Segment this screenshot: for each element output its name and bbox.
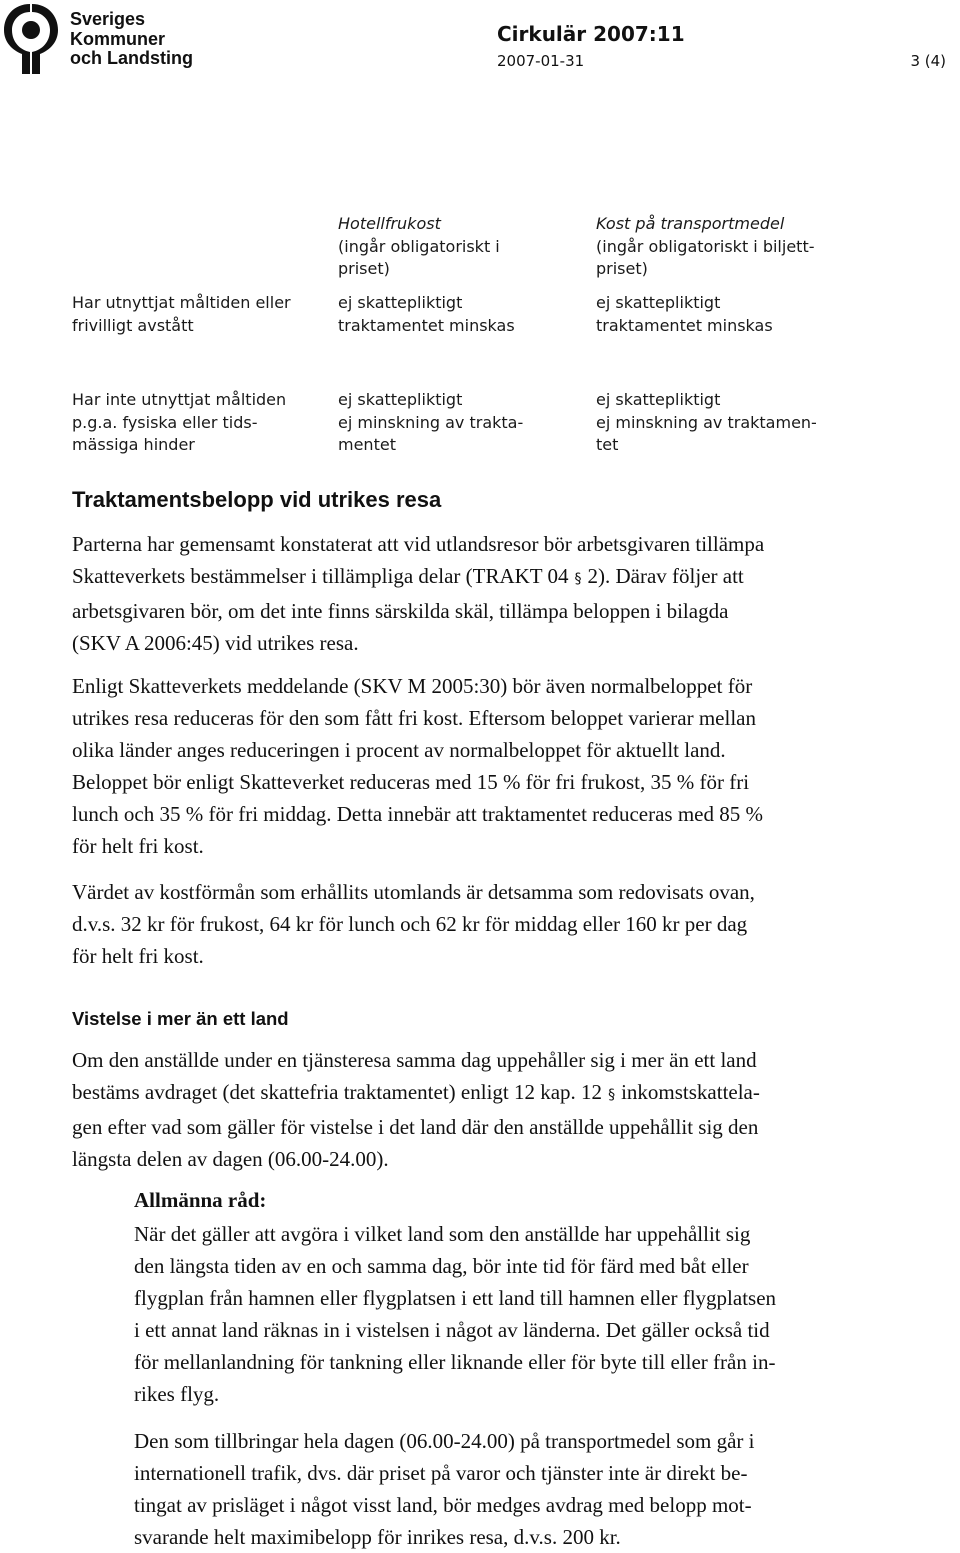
organization-logo-icon xyxy=(0,0,62,78)
cell-line: mentet xyxy=(338,435,396,454)
row-label-not-used-meal xyxy=(72,389,286,457)
org-line: Sveriges xyxy=(70,9,146,29)
label-line: frivilligt avstått xyxy=(72,315,194,335)
section-heading-foreign-allowance: Traktamentsbelopp vid utrikes resa xyxy=(72,487,442,512)
advice-title: Allmänna råd: xyxy=(134,1188,267,1212)
text-line: internationell trafik, dvs. där priset på varor och tjänster inte är direkt be- xyxy=(134,1461,748,1485)
text-line: flygplan från hamnen eller flygplatsen i ett land till hamnen eller flygplatsen xyxy=(134,1286,777,1310)
cell-used-transport xyxy=(596,292,773,337)
header-line: priset) xyxy=(338,259,390,278)
paragraph-agreement xyxy=(72,528,764,659)
text-line: Den som tillbringar hela dagen (06.00-24.00) på transportmedel som går i xyxy=(134,1429,755,1453)
cell-line: ej skattepliktigt xyxy=(338,390,463,409)
text-fragment: Skatteverkets bestämmelser i tillämpliga delar (TRAKT 04 xyxy=(72,564,569,588)
cell-line: ej minskning av traktamen- xyxy=(596,412,817,432)
text-line: i ett annat land räknas in i vistelsen i något av länderna. Det gäller också tid xyxy=(134,1318,770,1342)
text-line: (SKV A 2006:45) vid utrikes resa. xyxy=(72,631,359,655)
label-line: mässiga hinder xyxy=(72,435,195,454)
cell-line: ej skattepliktigt xyxy=(338,293,463,312)
advice-paragraph-transport-day xyxy=(134,1425,755,1553)
header-line: Hotellfrukost xyxy=(338,214,441,233)
text-line xyxy=(72,560,764,595)
label-line: p.g.a. fysiska eller tids- xyxy=(72,412,258,432)
organization-name xyxy=(70,10,193,69)
text-line: tingat av prisläget i något visst land, bör medges avdrag med belopp mot- xyxy=(134,1493,752,1517)
text-line: svarande helt maximibelopp för inrikes resa, d.v.s. 200 kr. xyxy=(134,1525,621,1549)
advice-paragraph-longest-time xyxy=(134,1218,776,1410)
header-line: (ingår obligatoriskt i biljett- xyxy=(596,236,815,256)
cell-line: traktamentet minskas xyxy=(596,315,773,335)
page-number: 3 (4) xyxy=(910,52,946,70)
org-line: och Landsting xyxy=(70,48,193,68)
cell-not-used-hotel xyxy=(338,389,523,457)
text-line: längsta delen av dagen (06.00-24.00). xyxy=(72,1147,389,1171)
text-line: utrikes resa reduceras för den som fått fri kost. Eftersom beloppet varierar mellan xyxy=(72,706,756,730)
label-line: Har inte utnyttjat måltiden xyxy=(72,390,287,409)
label-line: Har utnyttjat måltiden eller xyxy=(72,293,291,312)
circular-number: Cirkulär 2007:11 xyxy=(497,22,685,46)
text-line: d.v.s. 32 kr för frukost, 64 kr för lunch och 62 kr för middag eller 160 kr per dag xyxy=(72,912,748,936)
paragraph-benefit-value xyxy=(72,876,755,972)
cell-used-hotel xyxy=(338,292,515,337)
text-line: Om den anställde under en tjänsteresa samma dag uppehåller sig i mer än ett land xyxy=(72,1048,757,1072)
text-line: När det gäller att avgöra i vilket land som den anställde har uppehållit sig xyxy=(134,1222,751,1246)
text-line: för mellanlandning för tankning eller liknande eller för byte till eller från in- xyxy=(134,1350,776,1374)
text-line: Värdet av kostförmån som erhållits utomlands är detsamma som redovisats ovan, xyxy=(72,880,755,904)
text-line: arbetsgivaren bör, om det inte finns särskilda skäl, tillämpa beloppen i bilagda xyxy=(72,599,729,623)
cell-line: tet xyxy=(596,435,619,454)
text-line: den längsta tiden av en och samma dag, bör inte tid för färd med båt eller xyxy=(134,1254,749,1278)
text-line: Beloppet bör enligt Skatteverket reduceras med 15 % för fri frukost, 35 % för fri xyxy=(72,770,750,794)
text-line: för helt fri kost. xyxy=(72,944,204,968)
cell-line: ej minskning av trakta- xyxy=(338,412,524,432)
row-label-used-meal xyxy=(72,292,291,337)
text-fragment: bestäms avdraget (det skattefria traktamentet) enligt 12 kap. 12 xyxy=(72,1080,603,1104)
text-line: rikes flyg. xyxy=(134,1382,220,1406)
org-line: Kommuner xyxy=(70,28,166,49)
text-line: olika länder anges reduceringen i procent av normalbeloppet för aktuellt land. xyxy=(72,738,726,762)
cell-not-used-transport xyxy=(596,389,817,457)
cell-line: ej skattepliktigt xyxy=(596,293,721,312)
section-sign-icon: § xyxy=(574,571,582,587)
text-fragment: 2). Därav följer att xyxy=(587,564,744,588)
header-line: priset) xyxy=(596,259,648,278)
text-line: lunch och 35 % för fri middag. Detta innebär att traktamentet reduceras med 85 % xyxy=(72,802,763,826)
header-line: (ingår obligatoriskt i xyxy=(338,236,500,256)
text-line xyxy=(72,1076,760,1111)
header-line: Kost på transportmedel xyxy=(596,214,785,233)
text-line: gen efter vad som gäller för vistelse i det land där den anställde uppehållit sig den xyxy=(72,1115,759,1139)
paragraph-reduction xyxy=(72,670,763,862)
text-line: för helt fri kost. xyxy=(72,834,204,858)
cell-line: ej skattepliktigt xyxy=(596,390,721,409)
column-header-hotel-breakfast xyxy=(338,213,500,281)
section-sign-icon: § xyxy=(608,1087,616,1103)
section-heading-multiple-countries: Vistelse i mer än ett land xyxy=(72,1008,289,1029)
column-header-transport-food xyxy=(596,213,814,281)
cell-line: traktamentet minskas xyxy=(338,315,515,335)
text-fragment: inkomstskattela- xyxy=(621,1080,760,1104)
paragraph-multiple-countries xyxy=(72,1044,760,1175)
text-line: Enligt Skatteverkets meddelande (SKV M 2005:30) bör även normalbeloppet för xyxy=(72,674,753,698)
text-line: Parterna har gemensamt konstaterat att vid utlandsresor bör arbetsgivaren tillämpa xyxy=(72,532,765,556)
document-date: 2007-01-31 xyxy=(497,52,585,70)
